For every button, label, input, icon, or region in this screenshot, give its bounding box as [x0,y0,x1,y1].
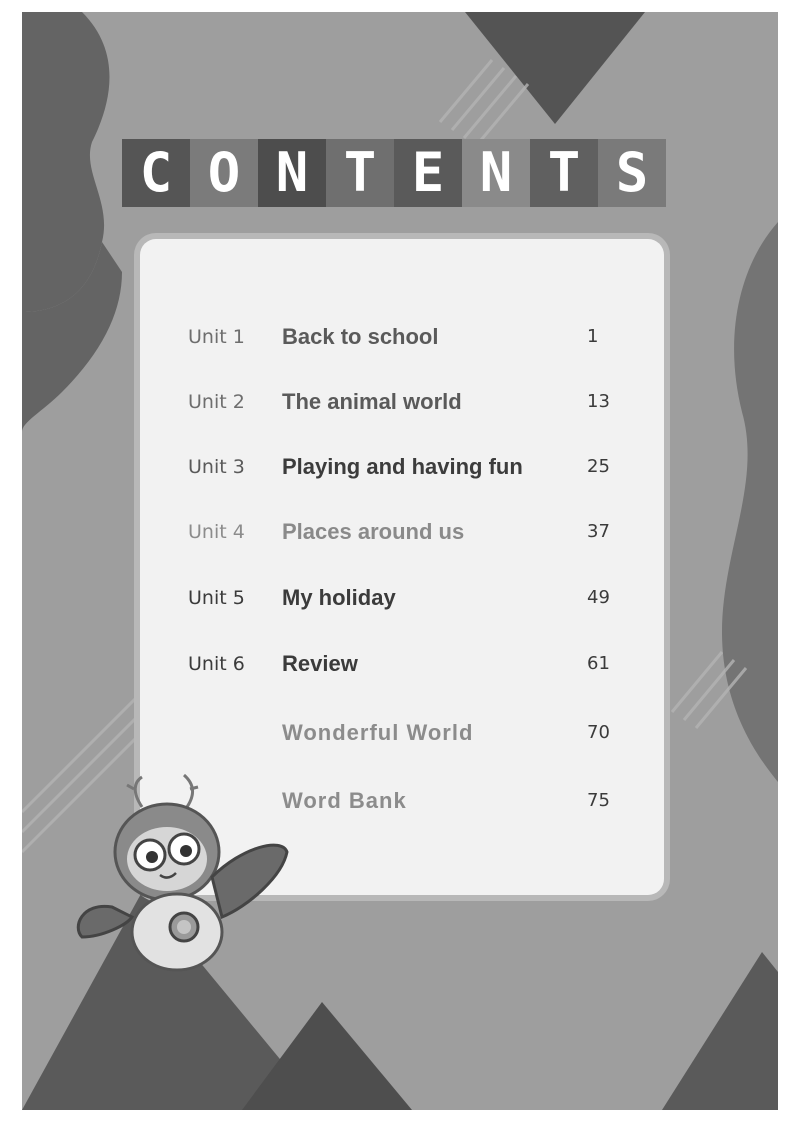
toc-section-title[interactable]: Word Bank [282,788,407,813]
toc-unit-title[interactable]: Review [282,651,358,676]
toc-unit-label: Unit 5 [188,587,245,609]
toc-unit-label: Unit 1 [188,326,245,348]
heading-letter-n: N [258,139,326,207]
page-background [22,12,778,1110]
toc-entry[interactable] [140,713,664,753]
toc-section-title[interactable]: Wonderful World [282,720,474,745]
toc-unit-label: Unit 4 [188,521,245,543]
contents-heading [122,139,666,207]
toc-page-number: 25 [587,456,610,477]
toc-unit-label: Unit 6 [188,653,245,675]
toc-page-number: 61 [587,653,610,674]
toc-unit-label: Unit 3 [188,456,245,478]
toc-entry[interactable] [140,317,664,357]
heading-letter-t2: T [530,139,598,207]
heading-letter-o: O [190,139,258,207]
toc-unit-title[interactable]: Back to school [282,324,439,349]
toc-unit-title[interactable]: Playing and having fun [282,454,523,479]
heading-letter-s: S [598,139,666,207]
top-triangle-shape [465,12,645,124]
robot-mascot-illustration [72,767,302,977]
toc-entry[interactable] [140,578,664,618]
heading-letter-c: C [122,139,190,207]
toc-unit-title[interactable]: Places around us [282,519,465,544]
toc-entry[interactable] [140,382,664,422]
heading-letter-t: T [326,139,394,207]
toc-page-number: 1 [587,326,599,347]
toc-entry[interactable] [140,512,664,552]
heading-letter-n2: N [462,139,530,207]
toc-page-number: 70 [587,722,610,743]
toc-entry[interactable] [140,447,664,487]
heading-letter-e: E [394,139,462,207]
toc-page-number: 13 [587,391,610,412]
toc-unit-title[interactable]: My holiday [282,585,396,610]
toc-unit-title[interactable]: The animal world [282,389,462,414]
toc-entry[interactable] [140,644,664,684]
toc-page-number: 49 [587,587,610,608]
toc-page-number: 37 [587,521,610,542]
toc-unit-label: Unit 2 [188,391,245,413]
toc-page-number: 75 [587,790,610,811]
bottom-right-mountain [662,952,778,1110]
right-blob-shape [722,222,778,782]
